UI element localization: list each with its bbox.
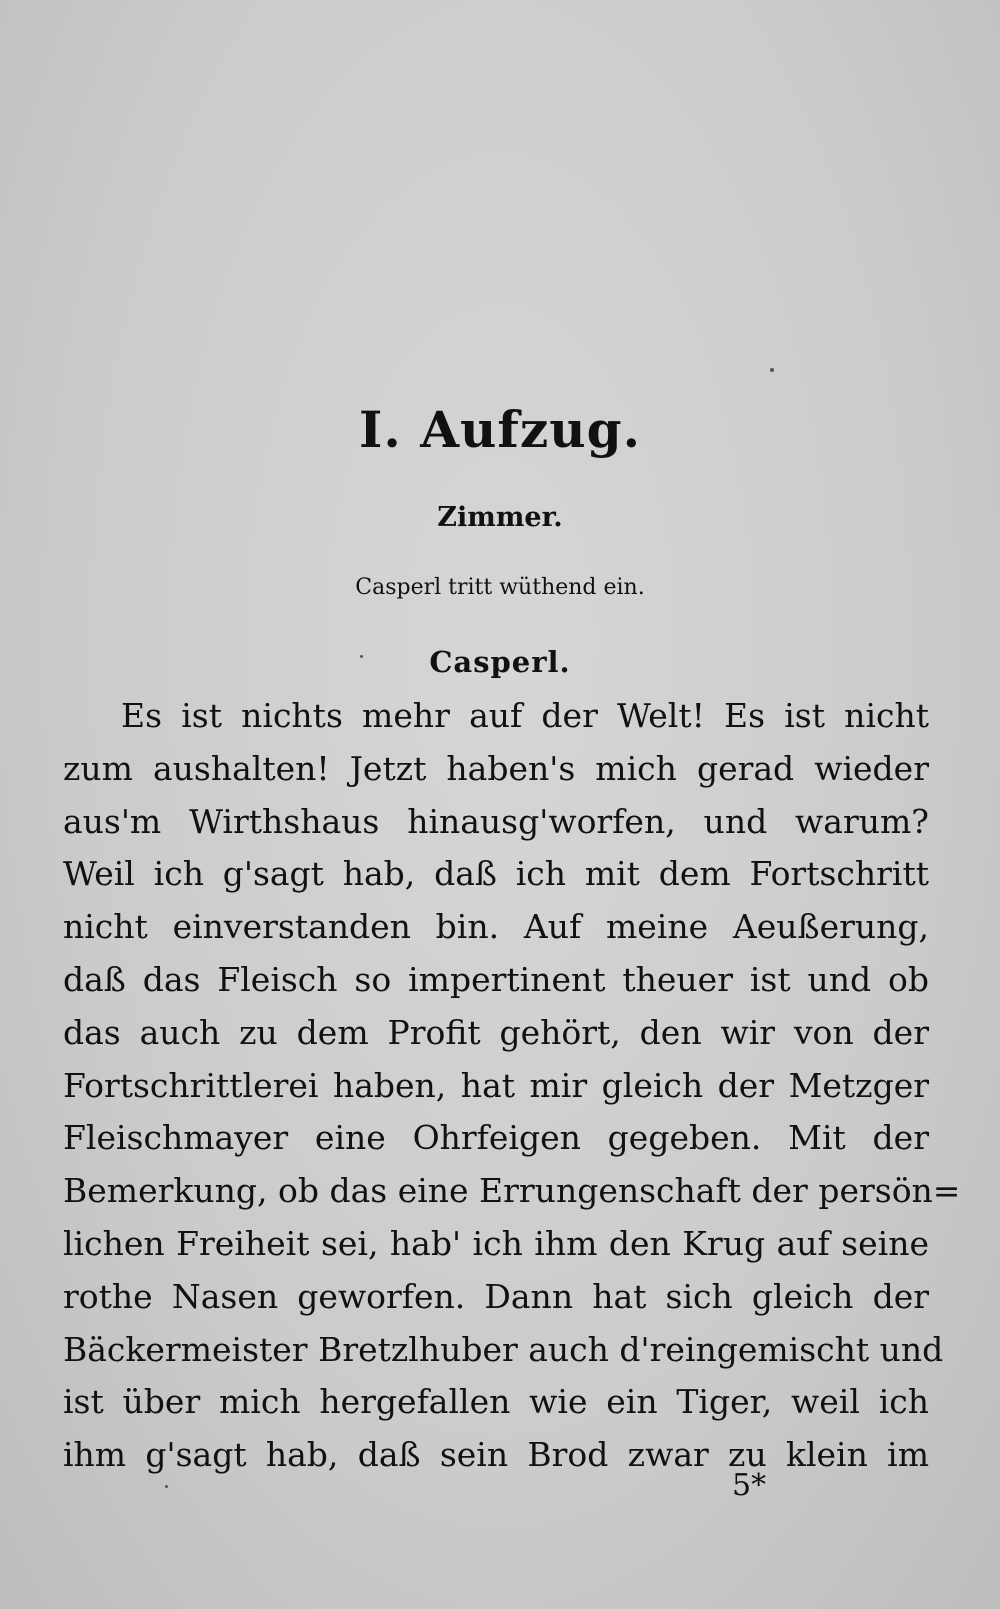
text-line: Fortschrittlerei haben, hat mir gleich der Metzger — [63, 1065, 929, 1105]
text-line: Es ist nichts mehr auf der Welt! Es ist nicht — [121, 696, 929, 735]
text-line: lichen Freiheit sei, hab' ich ihm den Krug auf seine — [63, 1223, 929, 1263]
text-line: Fleischmayer eine Ohrfeigen gegeben. Mit der — [63, 1118, 929, 1158]
text-line: ist über mich hergefallen wie ein Tiger, weil ich — [63, 1382, 929, 1422]
text-line: daß das Fleisch so impertinent theuer ist und ob — [63, 959, 929, 999]
ink-speck — [360, 655, 363, 658]
ink-speck — [165, 1485, 168, 1488]
page-number: 5* — [732, 1468, 767, 1503]
scene-label: Zimmer. — [437, 502, 563, 533]
text-line: rothe Nasen geworfen. Dann hat sich gleich der — [63, 1276, 929, 1316]
chapter-heading: I. Aufzug. — [359, 400, 641, 459]
text-line: Weil ich g'sagt hab, daß ich mit dem Fortschritt — [63, 854, 929, 894]
speaker-name: Casperl. — [429, 645, 571, 679]
speech-paragraph — [63, 690, 961, 1482]
ink-speck — [770, 368, 774, 372]
text-line: aus'm Wirthshaus hinausg'worfen, und warum? — [63, 801, 929, 841]
text-line: ihm g'sagt hab, daß sein Brod zwar zu klein im — [63, 1435, 929, 1475]
text-line: zum aushalten! Jetzt haben's mich gerad wieder — [63, 748, 929, 788]
text-line: Bemerkung, ob das eine Errungenschaft der persön= — [63, 1171, 961, 1211]
text-line: Bäckermeister Bretzlhuber auch d'reingemischt und — [63, 1329, 944, 1369]
text-line: nicht einverstanden bin. Auf meine Aeußerung, — [63, 907, 929, 947]
text-line: das auch zu dem Profit gehört, den wir von der — [63, 1012, 929, 1052]
stage-direction: Casperl tritt wüthend ein. — [355, 575, 645, 600]
